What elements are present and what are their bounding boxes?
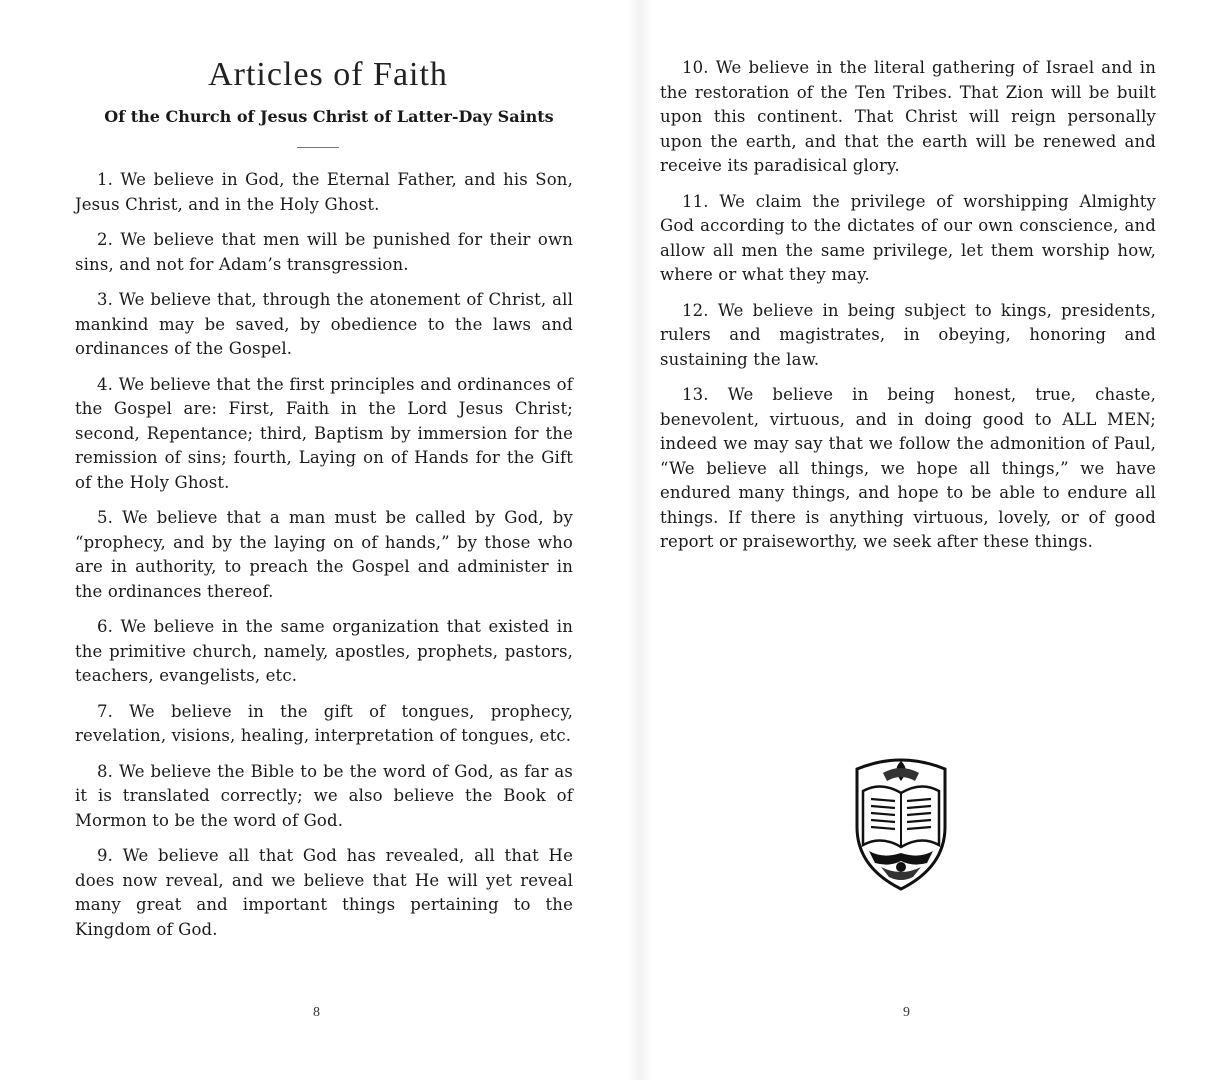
article-text: We believe in being honest, true, chaste, benevolent, virtuous, and in doing good to ALL MEN; indeed we may say that we follow the admonition of Paul, “We believe all things, we hope all things,” we have endured many things, and hope to be able to endure all things. If there is anything virtuous, lovely, or of good report or praiseworthy, we seek after these things. — [660, 385, 1156, 551]
article-9 — [75, 844, 573, 942]
article-number: 4. — [97, 374, 114, 394]
article-1 — [75, 168, 573, 217]
article-5 — [75, 506, 573, 604]
article-6 — [75, 615, 573, 689]
article-text: We believe in the literal gathering of Israel and in the restoration of the Ten Tribes. That Zion will be built upon this continent. That Christ will reign personally upon the earth, and that the earth will be renewed and receive its paradisical glory. — [660, 58, 1156, 175]
article-text: We claim the privilege of worshipping Almighty God according to the dictates of our own conscience, and allow all men the same privilege, let them worship how, where or what they may. — [660, 191, 1156, 284]
article-number: 10. — [682, 58, 709, 77]
article-text: We believe that a man must be called by God, by “prophecy, and by the laying on of hands,” by those who are in authority, to preach the Gospel and administer in the ordinances thereof. — [75, 508, 573, 601]
article-number: 11. — [682, 191, 709, 211]
article-3 — [75, 288, 573, 362]
article-13 — [660, 383, 1156, 555]
article-10 — [660, 56, 1156, 179]
article-number: 1. — [97, 170, 114, 189]
article-number: 2. — [97, 230, 114, 249]
article-text: We believe in God, the Eternal Father, and his Son, Jesus Christ, and in the Holy Ghost. — [75, 170, 573, 214]
open-book-emblem-icon — [853, 755, 949, 891]
article-text: We believe in being subject to kings, presidents, rulers and magistrates, in obeying, honoring and sustaining the law. — [660, 300, 1156, 369]
article-2 — [75, 228, 573, 277]
article-number: 5. — [97, 508, 114, 527]
page-number-right: 9 — [903, 1005, 910, 1020]
article-text: We believe that the first principles and ordinances of the Gospel are: First, Faith in the Lord Jesus Christ; second, Repentance; third, Baptism by immersion for the remission of sins; fourth, Laying on of Hands for the Gift of the Holy Ghost. — [75, 374, 573, 492]
articles-list-right — [660, 56, 1156, 566]
article-number: 3. — [97, 290, 114, 309]
article-number: 7. — [97, 701, 114, 721]
article-11 — [660, 190, 1156, 288]
page-subtitle: Of the Church of Jesus Christ of Latter-Day Saints — [104, 107, 554, 126]
article-number: 9. — [97, 846, 114, 865]
article-4 — [75, 373, 573, 496]
article-text: We believe that men will be punished for their own sins, and not for Adam’s transgression. — [75, 230, 573, 274]
article-text: We believe all that God has revealed, all that He does now reveal, and we believe that He will yet reveal many great and important things pertaining to the Kingdom of God. — [75, 846, 573, 939]
article-12 — [660, 299, 1156, 373]
article-7 — [75, 700, 573, 749]
article-text: We believe that, through the atonement of Christ, all mankind may be saved, by obedience to the laws and ordinances of the Gospel. — [75, 290, 573, 358]
page-title: Articles of Faith — [208, 56, 448, 93]
page-number-left: 8 — [313, 1005, 320, 1020]
article-text: We believe in the gift of tongues, prophecy, revelation, visions, healing, interpretation of tongues, etc. — [75, 701, 573, 745]
article-text: We believe in the same organization that existed in the primitive church, namely, apostles, prophets, pastors, teachers, evangelists, etc. — [75, 617, 573, 685]
article-number: 12. — [682, 300, 709, 320]
article-text: We believe the Bible to be the word of God, as far as it is translated correctly; we also believe the Book of Mormon to be the word of God. — [75, 761, 573, 830]
articles-list-left — [75, 168, 573, 953]
article-number: 8. — [97, 761, 114, 781]
article-number: 13. — [682, 385, 709, 404]
article-number: 6. — [97, 617, 114, 636]
title-divider — [297, 147, 339, 148]
article-8 — [75, 760, 573, 834]
